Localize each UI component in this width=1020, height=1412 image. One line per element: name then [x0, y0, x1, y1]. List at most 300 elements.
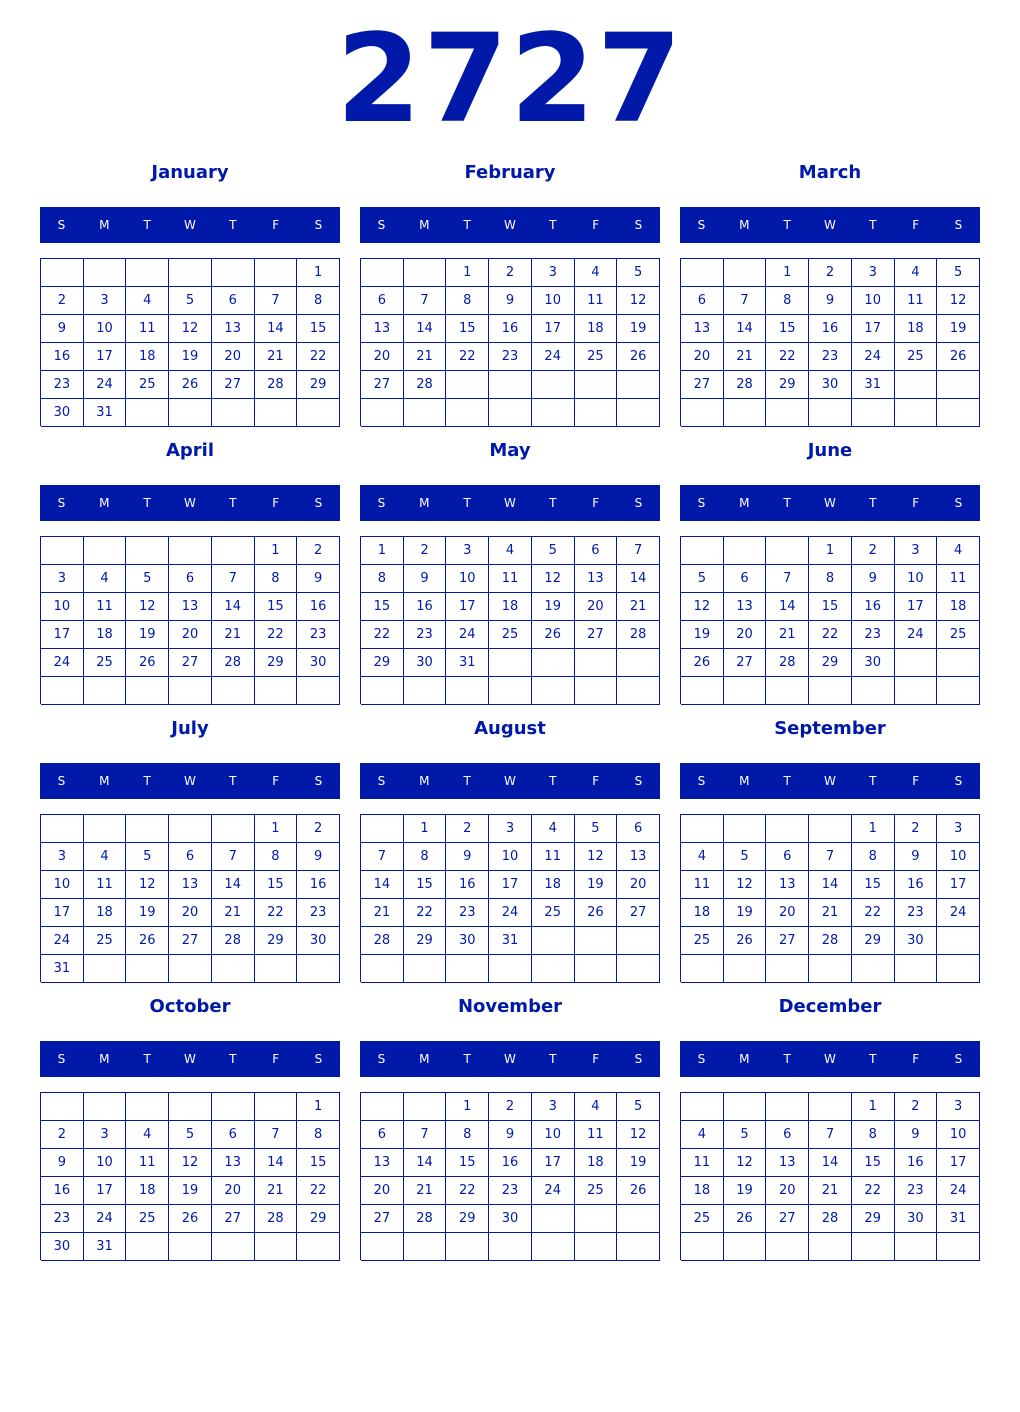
day-cell: 3: [41, 565, 84, 593]
weekday-label: S: [57, 774, 66, 788]
day-cell: 24: [937, 1177, 980, 1205]
day-cell: 8: [852, 1121, 895, 1149]
weekday-label: S: [634, 218, 643, 232]
day-cell: 16: [446, 871, 489, 899]
day-cell: 21: [809, 1177, 852, 1205]
day-cell: 17: [532, 315, 575, 343]
empty-day-cell: [126, 955, 169, 983]
empty-day-cell: [724, 399, 767, 427]
month-name: June: [807, 440, 853, 461]
empty-day-cell: [169, 537, 212, 565]
empty-day-cell: [169, 955, 212, 983]
day-grid: [680, 814, 980, 982]
day-cell: 25: [84, 927, 127, 955]
day-cell: 7: [212, 565, 255, 593]
empty-day-cell: [84, 815, 127, 843]
day-cell: 26: [724, 1205, 767, 1233]
weekday-label: T: [783, 774, 791, 788]
empty-day-cell: [84, 537, 127, 565]
day-cell: 6: [212, 1121, 255, 1149]
empty-day-cell: [532, 1233, 575, 1261]
day-cell: 22: [255, 899, 298, 927]
day-cell: 16: [895, 871, 938, 899]
empty-day-cell: [724, 537, 767, 565]
day-grid: [40, 1092, 340, 1260]
weekday-label: M: [419, 218, 430, 232]
day-cell: 17: [895, 593, 938, 621]
month-name: August: [474, 718, 546, 739]
empty-day-cell: [852, 399, 895, 427]
day-cell: 26: [681, 649, 724, 677]
day-cell: 31: [84, 399, 127, 427]
empty-day-cell: [255, 399, 298, 427]
day-cell: 30: [852, 649, 895, 677]
weekday-label: M: [739, 496, 750, 510]
day-cell: 9: [809, 287, 852, 315]
day-cell: 14: [255, 1149, 298, 1177]
day-cell: 12: [126, 593, 169, 621]
day-cell: 21: [404, 1177, 447, 1205]
weekday-label: T: [143, 774, 151, 788]
weekday-label: F: [272, 1052, 280, 1066]
weekday-label: T: [549, 1052, 557, 1066]
weekday-label: M: [99, 496, 110, 510]
empty-day-cell: [212, 955, 255, 983]
day-cell: 28: [809, 927, 852, 955]
day-cell: 17: [532, 1149, 575, 1177]
day-cell: 4: [126, 287, 169, 315]
day-cell: 9: [404, 565, 447, 593]
day-cell: 28: [212, 649, 255, 677]
day-cell: 13: [575, 565, 618, 593]
day-cell: 24: [852, 343, 895, 371]
day-cell: 5: [681, 565, 724, 593]
empty-day-cell: [41, 259, 84, 287]
day-cell: 18: [126, 343, 169, 371]
empty-day-cell: [766, 677, 809, 705]
empty-day-cell: [681, 815, 724, 843]
day-grid: [40, 814, 340, 982]
day-cell: 3: [84, 287, 127, 315]
day-cell: 18: [84, 899, 127, 927]
day-cell: 7: [809, 1121, 852, 1149]
weekday-label: M: [739, 218, 750, 232]
empty-day-cell: [297, 399, 340, 427]
empty-day-cell: [212, 677, 255, 705]
day-cell: 15: [852, 871, 895, 899]
empty-day-cell: [212, 1233, 255, 1261]
day-cell: 29: [255, 927, 298, 955]
empty-day-cell: [809, 955, 852, 983]
day-cell: 29: [766, 371, 809, 399]
day-cell: 2: [41, 1121, 84, 1149]
day-cell: 30: [895, 927, 938, 955]
day-cell: 15: [255, 871, 298, 899]
day-cell: 10: [84, 1149, 127, 1177]
empty-day-cell: [617, 1233, 660, 1261]
empty-day-cell: [681, 1093, 724, 1121]
day-cell: 27: [681, 371, 724, 399]
day-cell: 20: [617, 871, 660, 899]
day-cell: 1: [446, 259, 489, 287]
empty-day-cell: [809, 399, 852, 427]
day-cell: 4: [84, 565, 127, 593]
day-cell: 8: [446, 287, 489, 315]
day-cell: 17: [852, 315, 895, 343]
empty-day-cell: [937, 927, 980, 955]
day-cell: 19: [617, 1149, 660, 1177]
day-cell: 3: [41, 843, 84, 871]
weekday-label: F: [592, 496, 600, 510]
month-name: September: [774, 718, 886, 739]
day-cell: 11: [895, 287, 938, 315]
empty-day-cell: [766, 1093, 809, 1121]
day-cell: 27: [212, 1205, 255, 1233]
empty-day-cell: [84, 259, 127, 287]
day-cell: 9: [297, 565, 340, 593]
day-cell: 16: [489, 1149, 532, 1177]
day-cell: 1: [255, 537, 298, 565]
day-cell: 2: [404, 537, 447, 565]
weekday-label: T: [869, 774, 877, 788]
day-cell: 10: [852, 287, 895, 315]
day-cell: 25: [575, 1177, 618, 1205]
empty-day-cell: [212, 815, 255, 843]
empty-day-cell: [404, 259, 447, 287]
day-cell: 23: [895, 899, 938, 927]
weekday-label: S: [314, 1052, 323, 1066]
day-cell: 13: [361, 1149, 404, 1177]
weekday-label: M: [419, 496, 430, 510]
day-cell: 12: [724, 1149, 767, 1177]
day-cell: 4: [895, 259, 938, 287]
empty-day-cell: [169, 1233, 212, 1261]
day-cell: 1: [852, 815, 895, 843]
empty-day-cell: [169, 1093, 212, 1121]
empty-day-cell: [126, 1233, 169, 1261]
weekday-header: [680, 485, 980, 521]
weekday-label: T: [229, 1052, 237, 1066]
weekday-label: T: [549, 774, 557, 788]
day-cell: 30: [297, 927, 340, 955]
day-cell: 5: [575, 815, 618, 843]
day-cell: 12: [681, 593, 724, 621]
empty-day-cell: [404, 1093, 447, 1121]
day-cell: 6: [766, 843, 809, 871]
day-cell: 2: [41, 287, 84, 315]
day-cell: 10: [489, 843, 532, 871]
day-cell: 15: [255, 593, 298, 621]
weekday-label: S: [697, 774, 706, 788]
day-cell: 19: [937, 315, 980, 343]
day-cell: 6: [212, 287, 255, 315]
day-cell: 16: [297, 871, 340, 899]
empty-day-cell: [532, 399, 575, 427]
day-cell: 5: [169, 287, 212, 315]
day-cell: 25: [126, 1205, 169, 1233]
empty-day-cell: [895, 399, 938, 427]
month-name: December: [778, 996, 882, 1017]
empty-day-cell: [724, 677, 767, 705]
day-cell: 22: [361, 621, 404, 649]
day-cell: 14: [212, 593, 255, 621]
day-cell: 27: [766, 927, 809, 955]
day-cell: 16: [852, 593, 895, 621]
day-cell: 24: [895, 621, 938, 649]
empty-day-cell: [617, 677, 660, 705]
day-cell: 20: [766, 899, 809, 927]
day-cell: 18: [895, 315, 938, 343]
day-cell: 29: [361, 649, 404, 677]
weekday-label: F: [912, 496, 920, 510]
empty-day-cell: [617, 927, 660, 955]
day-cell: 13: [766, 871, 809, 899]
day-cell: 31: [84, 1233, 127, 1261]
day-cell: 15: [361, 593, 404, 621]
day-cell: 25: [937, 621, 980, 649]
day-cell: 19: [681, 621, 724, 649]
day-cell: 20: [766, 1177, 809, 1205]
day-cell: 29: [297, 371, 340, 399]
day-cell: 10: [41, 593, 84, 621]
day-cell: 30: [297, 649, 340, 677]
day-cell: 28: [212, 927, 255, 955]
empty-day-cell: [489, 1233, 532, 1261]
empty-day-cell: [126, 399, 169, 427]
day-cell: 22: [297, 343, 340, 371]
empty-day-cell: [681, 677, 724, 705]
day-cell: 20: [681, 343, 724, 371]
empty-day-cell: [724, 259, 767, 287]
empty-day-cell: [617, 1205, 660, 1233]
day-cell: 15: [809, 593, 852, 621]
day-cell: 3: [446, 537, 489, 565]
day-cell: 23: [404, 621, 447, 649]
day-cell: 28: [255, 371, 298, 399]
day-cell: 24: [937, 899, 980, 927]
day-cell: 26: [126, 927, 169, 955]
empty-day-cell: [724, 1093, 767, 1121]
empty-day-cell: [212, 1093, 255, 1121]
day-cell: 8: [446, 1121, 489, 1149]
empty-day-cell: [937, 399, 980, 427]
day-cell: 3: [532, 259, 575, 287]
day-cell: 28: [766, 649, 809, 677]
year-title: 2727: [336, 8, 684, 150]
day-cell: 9: [446, 843, 489, 871]
weekday-label: S: [377, 1052, 386, 1066]
day-cell: 9: [489, 1121, 532, 1149]
weekday-label: W: [824, 1052, 836, 1066]
day-cell: 8: [361, 565, 404, 593]
weekday-label: S: [697, 218, 706, 232]
day-cell: 11: [84, 593, 127, 621]
day-cell: 22: [446, 1177, 489, 1205]
day-cell: 15: [404, 871, 447, 899]
empty-day-cell: [41, 1093, 84, 1121]
day-cell: 8: [297, 287, 340, 315]
empty-day-cell: [404, 955, 447, 983]
day-cell: 21: [361, 899, 404, 927]
empty-day-cell: [41, 677, 84, 705]
day-cell: 24: [41, 927, 84, 955]
day-cell: 5: [937, 259, 980, 287]
day-cell: 14: [724, 315, 767, 343]
day-cell: 31: [446, 649, 489, 677]
day-cell: 10: [446, 565, 489, 593]
day-cell: 8: [255, 565, 298, 593]
day-cell: 19: [532, 593, 575, 621]
weekday-header: [360, 1041, 660, 1077]
day-cell: 1: [297, 1093, 340, 1121]
day-cell: 5: [126, 843, 169, 871]
weekday-label: T: [463, 218, 471, 232]
day-cell: 26: [724, 927, 767, 955]
day-cell: 21: [212, 621, 255, 649]
empty-day-cell: [446, 371, 489, 399]
empty-day-cell: [126, 677, 169, 705]
day-cell: 21: [404, 343, 447, 371]
day-cell: 17: [41, 621, 84, 649]
weekday-label: S: [377, 218, 386, 232]
day-cell: 17: [937, 1149, 980, 1177]
weekday-label: S: [377, 774, 386, 788]
weekday-label: S: [57, 1052, 66, 1066]
day-cell: 10: [41, 871, 84, 899]
empty-day-cell: [255, 677, 298, 705]
day-cell: 2: [895, 1093, 938, 1121]
month-name: October: [149, 996, 231, 1017]
day-cell: 29: [852, 1205, 895, 1233]
day-cell: 24: [532, 343, 575, 371]
day-cell: 23: [446, 899, 489, 927]
empty-day-cell: [361, 677, 404, 705]
day-cell: 7: [724, 287, 767, 315]
empty-day-cell: [126, 537, 169, 565]
day-cell: 27: [724, 649, 767, 677]
day-cell: 11: [84, 871, 127, 899]
weekday-label: T: [229, 774, 237, 788]
day-cell: 10: [532, 287, 575, 315]
day-cell: 26: [617, 1177, 660, 1205]
day-cell: 16: [41, 1177, 84, 1205]
day-cell: 25: [532, 899, 575, 927]
day-cell: 3: [532, 1093, 575, 1121]
day-cell: 30: [41, 399, 84, 427]
weekday-label: T: [463, 774, 471, 788]
empty-day-cell: [724, 815, 767, 843]
weekday-label: S: [314, 774, 323, 788]
day-cell: 31: [937, 1205, 980, 1233]
day-cell: 18: [681, 1177, 724, 1205]
day-cell: 14: [255, 315, 298, 343]
day-cell: 17: [489, 871, 532, 899]
empty-day-cell: [404, 677, 447, 705]
day-cell: 22: [297, 1177, 340, 1205]
day-cell: 2: [489, 259, 532, 287]
day-cell: 12: [617, 287, 660, 315]
day-cell: 17: [937, 871, 980, 899]
empty-day-cell: [489, 677, 532, 705]
empty-day-cell: [212, 399, 255, 427]
day-cell: 14: [617, 565, 660, 593]
month-name: November: [457, 996, 563, 1017]
empty-day-cell: [255, 1233, 298, 1261]
empty-day-cell: [169, 677, 212, 705]
day-cell: 23: [41, 1205, 84, 1233]
empty-day-cell: [617, 649, 660, 677]
weekday-label: S: [954, 1052, 963, 1066]
day-cell: 16: [895, 1149, 938, 1177]
empty-day-cell: [852, 1233, 895, 1261]
day-cell: 2: [852, 537, 895, 565]
day-cell: 26: [575, 899, 618, 927]
empty-day-cell: [852, 955, 895, 983]
day-cell: 22: [446, 343, 489, 371]
empty-day-cell: [681, 955, 724, 983]
weekday-label: W: [504, 218, 516, 232]
month-name: May: [489, 440, 531, 461]
weekday-label: T: [783, 496, 791, 510]
weekday-label: T: [783, 1052, 791, 1066]
empty-day-cell: [361, 815, 404, 843]
day-cell: 30: [446, 927, 489, 955]
day-cell: 17: [84, 1177, 127, 1205]
weekday-label: F: [272, 496, 280, 510]
day-cell: 4: [126, 1121, 169, 1149]
day-cell: 8: [297, 1121, 340, 1149]
empty-day-cell: [446, 677, 489, 705]
day-cell: 30: [489, 1205, 532, 1233]
day-cell: 3: [937, 815, 980, 843]
day-cell: 7: [255, 1121, 298, 1149]
day-cell: 28: [361, 927, 404, 955]
day-cell: 11: [681, 1149, 724, 1177]
day-cell: 11: [575, 1121, 618, 1149]
day-cell: 20: [361, 343, 404, 371]
day-cell: 7: [404, 287, 447, 315]
empty-day-cell: [489, 371, 532, 399]
empty-day-cell: [84, 677, 127, 705]
day-cell: 28: [809, 1205, 852, 1233]
empty-day-cell: [937, 955, 980, 983]
day-cell: 19: [169, 1177, 212, 1205]
day-cell: 13: [169, 593, 212, 621]
day-cell: 9: [489, 287, 532, 315]
empty-day-cell: [766, 815, 809, 843]
empty-day-cell: [532, 927, 575, 955]
day-cell: 18: [532, 871, 575, 899]
day-cell: 1: [852, 1093, 895, 1121]
empty-day-cell: [169, 399, 212, 427]
empty-day-cell: [126, 815, 169, 843]
day-cell: 2: [895, 815, 938, 843]
empty-day-cell: [895, 677, 938, 705]
weekday-label: W: [504, 496, 516, 510]
weekday-label: F: [912, 774, 920, 788]
empty-day-cell: [809, 677, 852, 705]
day-cell: 12: [575, 843, 618, 871]
day-cell: 26: [169, 371, 212, 399]
day-cell: 16: [489, 315, 532, 343]
day-cell: 4: [681, 843, 724, 871]
day-cell: 7: [361, 843, 404, 871]
day-cell: 22: [404, 899, 447, 927]
weekday-label: T: [143, 218, 151, 232]
weekday-label: T: [869, 1052, 877, 1066]
day-grid: [360, 258, 660, 426]
day-cell: 28: [617, 621, 660, 649]
